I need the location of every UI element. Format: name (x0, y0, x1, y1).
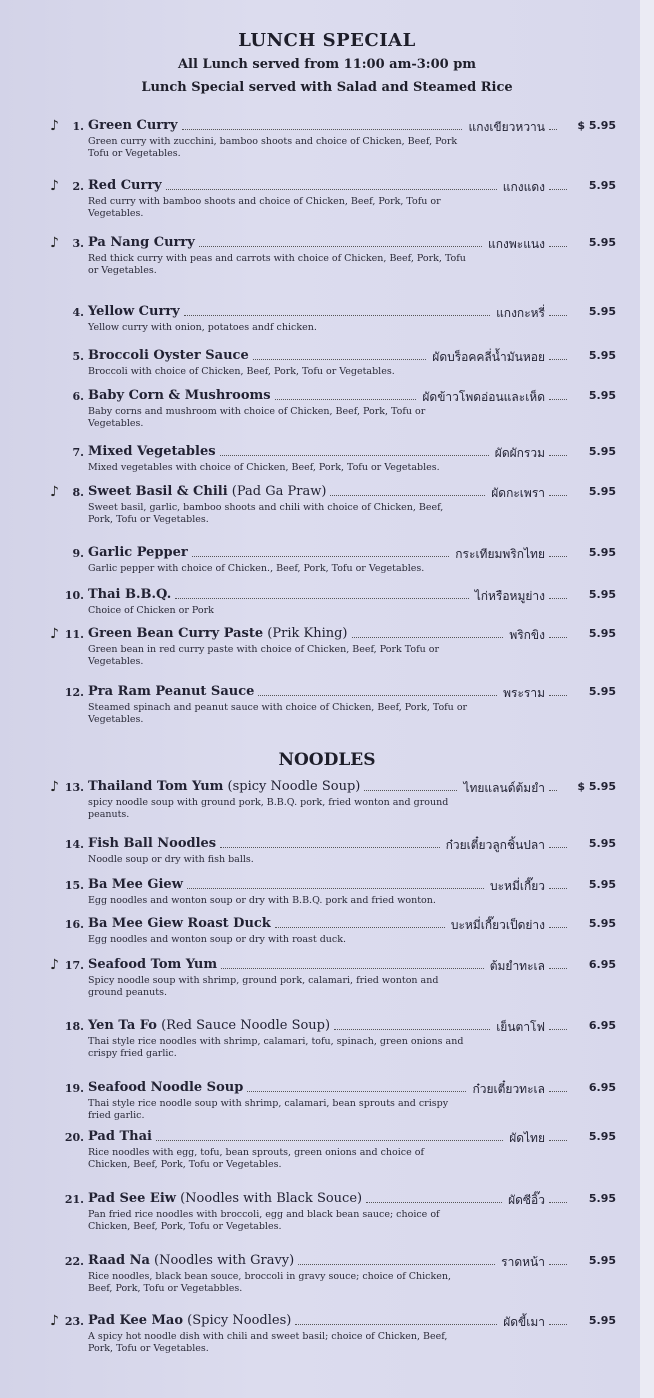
item-name (88, 957, 217, 972)
dot-leader (549, 555, 567, 557)
dot-leader (199, 245, 482, 247)
item-thai-name: บะหมี่เกี๊ยว (489, 879, 545, 893)
menu-item-line (0, 626, 654, 644)
item-thai-name: แกงแดง (502, 180, 545, 194)
dot-leader (549, 314, 567, 316)
item-alt-name: (Noodles with Gravy) (149, 1253, 295, 1268)
item-description: Thai style rice noodle soup with shrimp, calamari, bean sprouts and crispy fried garlic. (88, 1098, 449, 1121)
dot-leader (330, 494, 485, 496)
item-thai-name: ผัดขี้เมา (503, 1315, 545, 1329)
item-thai-name: ราดหน้า (501, 1255, 545, 1269)
item-number: 1. (72, 120, 84, 133)
menu-item-line (0, 178, 654, 196)
item-description: Rice noodles, black bean souce, broccoli in gravy souce; choice of Chicken, Beef, Pork, Tofu or Vegetabbles. (88, 1271, 452, 1294)
dot-leader (549, 597, 567, 599)
item-name-text: Green Curry (88, 118, 178, 133)
menu-item-line (0, 587, 654, 605)
dot-leader (549, 1263, 567, 1265)
dot-leader (549, 967, 567, 969)
menu-item-line (0, 1080, 654, 1098)
item-name-text: Mixed Vegetables (88, 444, 216, 459)
item-price: 5.95 (588, 546, 616, 559)
dot-leader (549, 245, 567, 247)
item-name-text: Broccoli Oyster Sauce (88, 348, 249, 363)
item-name-text: Yellow Curry (88, 304, 180, 319)
item-name-text: Garlic Pepper (88, 545, 188, 560)
item-name (88, 178, 162, 193)
item-number: 3. (72, 237, 84, 250)
dot-leader (182, 128, 462, 130)
item-number: 21. (64, 1193, 84, 1206)
item-number: 5. (72, 350, 84, 363)
item-name (88, 1313, 291, 1328)
item-number: 13. (64, 781, 84, 794)
item-name-text: Sweet Basil & Chili (88, 484, 228, 499)
item-number: 11. (64, 628, 84, 641)
item-alt-name: (Noodles with Black Souce) (175, 1191, 363, 1206)
dot-leader (334, 1028, 490, 1030)
item-price: 5.95 (588, 627, 616, 640)
item-thai-name: ผัดข้าวโพดอ่อนและเห็ด (422, 390, 545, 404)
item-name (88, 1253, 294, 1268)
item-description: Garlic pepper with choice of Chicken., Beef, Pork, Tofu or Vegetables. (88, 563, 425, 574)
dot-leader (549, 494, 567, 496)
item-name (88, 1018, 330, 1033)
item-thai-name: ไทยแลนด์ต้มยำ (463, 781, 545, 795)
item-thai-name: ไก่หรือหมูย่าง (474, 589, 545, 603)
item-name (88, 1129, 152, 1144)
item-description: Broccoli with choice of Chicken, Beef, Pork, Tofu or Vegetables. (88, 366, 395, 377)
dot-leader (187, 887, 484, 889)
item-description: Spicy noodle soup with shrimp, ground pork, calamari, fried wonton and ground peanuts. (88, 975, 439, 998)
item-description: Baby corns and mushroom with choice of Chicken, Beef, Pork, Tofu or Vegetables. (88, 406, 426, 429)
item-thai-name: พระราม (503, 686, 545, 700)
menu-item-line (0, 1253, 654, 1271)
item-price: 5.95 (588, 1192, 616, 1205)
dot-leader (295, 1323, 497, 1325)
item-price: 5.95 (588, 917, 616, 930)
menu-item-line (0, 957, 654, 975)
item-number: 16. (64, 918, 84, 931)
served-with-note: Lunch Special served with Salad and Steamed Rice (141, 80, 513, 95)
item-name (88, 779, 360, 794)
dot-leader (192, 555, 449, 557)
item-description: Egg noodles and wonton soup or dry with roast duck. (88, 934, 347, 945)
dot-leader (366, 1201, 502, 1203)
item-name-text: Seafood Noodle Soup (88, 1080, 244, 1095)
menu-item-line (0, 388, 654, 406)
dot-leader (220, 846, 440, 848)
item-description: Rice noodles with egg, tofu, bean sprouts, green onions and choice of Chicken, Beef, Pork, Tofu or Vegetables. (88, 1147, 424, 1170)
menu-item-line (0, 684, 654, 702)
item-name-text: Raad Na (88, 1253, 150, 1268)
item-price: 5.95 (588, 1314, 616, 1327)
item-name-text: Ba Mee Giew Roast Duck (88, 916, 271, 931)
item-alt-name: (Pad Ga Praw) (227, 484, 327, 499)
dot-leader (549, 454, 567, 456)
item-name (88, 388, 271, 403)
item-name (88, 626, 348, 641)
dot-leader (549, 926, 567, 928)
item-name (88, 684, 254, 699)
dot-leader (549, 398, 567, 400)
menu-item-line (0, 877, 654, 895)
menu-item-line (0, 348, 654, 366)
item-name-text: Thailand Tom Yum (88, 779, 224, 794)
item-description: Sweet basil, garlic, bamboo shoots and chili with choice of Chicken, Beef, Pork, Tofu or Vegetables. (88, 502, 444, 525)
spicy-pepper-icon: ♪ (50, 957, 59, 973)
item-price: 5.95 (588, 588, 616, 601)
lunch-hours: All Lunch served from 11:00 am-3:00 pm (177, 57, 477, 72)
spicy-pepper-icon: ♪ (50, 626, 59, 642)
dot-leader (156, 1139, 503, 1141)
item-number: 2. (72, 180, 84, 193)
spicy-pepper-icon: ♪ (50, 118, 59, 134)
dot-leader (258, 694, 497, 696)
item-price: 5.95 (588, 485, 616, 498)
item-alt-name: (Prik Khing) (263, 626, 348, 641)
item-thai-name: ผัดผักรวม (494, 446, 545, 460)
item-price: $ 5.95 (577, 119, 616, 132)
item-number: 17. (64, 959, 84, 972)
item-thai-name: ก๋วยเตี๋ยวทะเล (472, 1082, 545, 1096)
page-title: LUNCH SPECIAL (238, 30, 416, 51)
item-thai-name: พริกขิง (509, 628, 545, 642)
item-thai-name: แกงพะแนง (487, 237, 545, 251)
item-name (88, 916, 271, 931)
item-description: Pan fried rice noodles with broccoli, egg and black bean sauce; choice of Chicken, Beef, Pork, Tofu or Vegetables. (88, 1209, 440, 1232)
menu-item-line (0, 1313, 654, 1331)
item-price: 5.95 (588, 1254, 616, 1267)
item-alt-name: (Spicy Noodles) (183, 1313, 292, 1328)
dot-leader (549, 1028, 567, 1030)
menu-item-line (0, 444, 654, 462)
dot-leader (175, 597, 469, 599)
dot-leader (549, 1090, 567, 1092)
item-thai-name: ต้มยำทะเล (489, 959, 545, 973)
item-price: 5.95 (588, 837, 616, 850)
item-name-text: Fish Ball Noodles (88, 836, 217, 851)
menu-item-line (0, 1129, 654, 1147)
item-thai-name: เย็นตาโฟ (496, 1020, 545, 1034)
dot-leader (275, 398, 416, 400)
menu-item-line (0, 779, 654, 797)
dot-leader (549, 1323, 567, 1325)
menu-item-line (0, 836, 654, 854)
item-number: 23. (64, 1315, 84, 1328)
item-name (88, 836, 216, 851)
item-number: 19. (64, 1082, 84, 1095)
item-price: 6.95 (588, 1019, 616, 1032)
item-number: 12. (64, 686, 84, 699)
spicy-pepper-icon: ♪ (50, 178, 59, 194)
item-description: Green bean in red curry paste with choice of Chicken, Beef, Pork Tofu or Vegetables. (88, 644, 439, 667)
item-price: 5.95 (588, 685, 616, 698)
item-thai-name: กระเทียมพริกไทย (455, 547, 545, 561)
spicy-pepper-icon: ♪ (50, 235, 59, 251)
item-name (88, 484, 326, 499)
spicy-pepper-icon: ♪ (50, 779, 59, 795)
menu-item-line (0, 304, 654, 322)
item-price: 6.95 (588, 1081, 616, 1094)
dot-leader (549, 128, 557, 130)
item-price: 5.95 (588, 1130, 616, 1143)
item-thai-name: ผัดซีอิ๊ว (508, 1193, 545, 1207)
dot-leader (549, 358, 567, 360)
menu-item-line (0, 545, 654, 563)
item-name-text: Green Bean Curry Paste (88, 626, 264, 641)
item-price: 5.95 (588, 389, 616, 402)
item-name (88, 304, 180, 319)
item-number: 6. (72, 390, 84, 403)
item-thai-name: ผัดบร็อคคลี่น้ำมันหอย (432, 350, 545, 364)
item-name-text: Red Curry (88, 178, 162, 193)
item-description: Yellow curry with onion, potatoes andf chicken. (88, 322, 317, 333)
item-name-text: Pad See Eiw (88, 1191, 176, 1206)
item-description: Thai style rice noodles with shrimp, calamari, tofu, spinach, green onions and crispy fried garlic. (88, 1036, 464, 1059)
item-name (88, 587, 171, 602)
item-name-text: Thai B.B.Q. (88, 587, 172, 602)
spicy-pepper-icon: ♪ (50, 484, 59, 500)
item-price: $ 5.95 (577, 780, 616, 793)
item-alt-name: (Red Sauce Noodle Soup) (156, 1018, 331, 1033)
item-alt-name: (spicy Noodle Soup) (223, 779, 361, 794)
item-description: Noodle soup or dry with fish balls. (88, 854, 254, 865)
item-name (88, 1080, 243, 1095)
item-price: 5.95 (588, 305, 616, 318)
item-thai-name: บะหมี่เกี๊ยวเป็ดย่าง (450, 918, 545, 932)
item-number: 8. (72, 486, 84, 499)
item-description: Choice of Chicken or Pork (88, 605, 214, 616)
item-description: Red thick curry with peas and carrots with choice of Chicken, Beef, Pork, Tofu or Vegetables. (88, 253, 466, 276)
menu-item-line (0, 1191, 654, 1209)
item-name (88, 1191, 362, 1206)
item-price: 6.95 (588, 958, 616, 971)
item-name-text: Pra Ram Peanut Sauce (88, 684, 255, 699)
item-number: 20. (64, 1131, 84, 1144)
item-name-text: Ba Mee Giew (88, 877, 183, 892)
item-number: 14. (64, 838, 84, 851)
dot-leader (166, 188, 497, 190)
dot-leader (549, 694, 567, 696)
item-description: Egg noodles and wonton soup or dry with B.B.Q. pork and fried wonton. (88, 895, 436, 906)
spicy-pepper-icon: ♪ (50, 1313, 59, 1329)
dot-leader (298, 1263, 495, 1265)
item-name-text: Yen Ta Fo (88, 1018, 157, 1033)
item-number: 4. (72, 306, 84, 319)
item-number: 9. (72, 547, 84, 560)
dot-leader (549, 887, 567, 889)
item-name (88, 444, 216, 459)
menu-item-line (0, 484, 654, 502)
item-price: 5.95 (588, 349, 616, 362)
item-number: 10. (64, 589, 84, 602)
dot-leader (549, 1201, 567, 1203)
item-price: 5.95 (588, 878, 616, 891)
dot-leader (364, 789, 457, 791)
item-number: 15. (64, 879, 84, 892)
item-name (88, 877, 183, 892)
item-number: 22. (64, 1255, 84, 1268)
dot-leader (221, 967, 484, 969)
item-description: Steamed spinach and peanut sauce with choice of Chicken, Beef, Pork, Tofu or Vegetables. (88, 702, 468, 725)
item-name (88, 235, 195, 250)
item-thai-name: ก๋วยเตี๋ยวลูกชิ้นปลา (445, 838, 545, 852)
dot-leader (549, 636, 567, 638)
menu-item-line (0, 1018, 654, 1036)
item-name (88, 348, 249, 363)
dot-leader (549, 188, 567, 190)
menu-item-line (0, 916, 654, 934)
item-name-text: Pad Kee Mao (88, 1313, 184, 1328)
item-name (88, 545, 188, 560)
item-price: 5.95 (588, 445, 616, 458)
dot-leader (352, 636, 503, 638)
item-thai-name: ผัดกะเพรา (491, 486, 545, 500)
item-thai-name: แกงกะหรี่ (496, 306, 545, 320)
dot-leader (549, 789, 557, 791)
item-description: spicy noodle soup with ground pork, B.B.Q. pork, fried wonton and ground peanuts. (88, 797, 449, 820)
item-description: Green curry with zucchini, bamboo shoots and choice of Chicken, Beef, Pork Tofu or Vegetables. (88, 136, 458, 159)
item-name-text: Baby Corn & Mushrooms (88, 388, 271, 403)
item-number: 7. (72, 446, 84, 459)
menu-item-line (0, 235, 654, 253)
dot-leader (253, 358, 426, 360)
item-name (88, 118, 178, 133)
item-thai-name: แกงเขียวหวาน (468, 120, 545, 134)
item-description: Mixed vegetables with choice of Chicken, Beef, Pork, Tofu or Vegetables. (88, 462, 440, 473)
item-price: 5.95 (588, 236, 616, 249)
dot-leader (275, 926, 445, 928)
dot-leader (220, 454, 489, 456)
item-name-text: Pa Nang Curry (88, 235, 195, 250)
item-description: Red curry with bamboo shoots and choice of Chicken, Beef, Pork, Tofu or Vegetables. (88, 196, 441, 219)
noodles-section-title: NOODLES (278, 750, 376, 770)
item-number: 18. (64, 1020, 84, 1033)
item-price: 5.95 (588, 179, 616, 192)
dot-leader (549, 846, 567, 848)
item-name-text: Pad Thai (88, 1129, 152, 1144)
item-thai-name: ผัดไทย (509, 1131, 545, 1145)
dot-leader (247, 1090, 466, 1092)
item-name-text: Seafood Tom Yum (88, 957, 218, 972)
dot-leader (184, 314, 490, 316)
dot-leader (549, 1139, 567, 1141)
item-description: A spicy hot noodle dish with chili and sweet basil; choice of Chicken, Beef, Pork, Tofu or Vegetables. (88, 1331, 448, 1354)
menu-item-line (0, 118, 654, 136)
